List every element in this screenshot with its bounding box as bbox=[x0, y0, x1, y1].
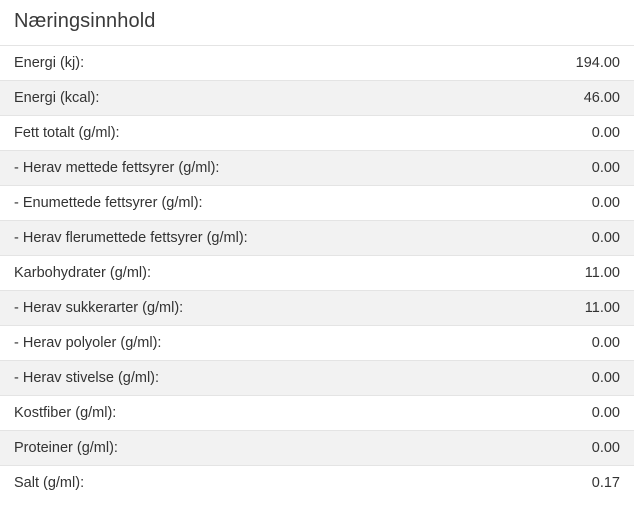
nutrient-value: 0.00 bbox=[497, 431, 634, 466]
table-row bbox=[0, 431, 634, 466]
nutrient-label: Energi (kj): bbox=[0, 46, 497, 81]
table-row bbox=[0, 291, 634, 326]
nutrient-label: Proteiner (g/ml): bbox=[0, 431, 497, 466]
nutrient-label: Salt (g/ml): bbox=[0, 466, 497, 501]
table-row bbox=[0, 221, 634, 256]
nutrient-label: - Herav polyoler (g/ml): bbox=[0, 326, 497, 361]
table-row bbox=[0, 81, 634, 116]
nutrient-label: Fett totalt (g/ml): bbox=[0, 116, 497, 151]
table-row bbox=[0, 151, 634, 186]
nutrient-value: 0.00 bbox=[497, 221, 634, 256]
table-row bbox=[0, 256, 634, 291]
nutrient-value: 0.00 bbox=[497, 361, 634, 396]
nutrient-value: 194.00 bbox=[497, 46, 634, 81]
nutrient-label: Karbohydrater (g/ml): bbox=[0, 256, 497, 291]
table-row bbox=[0, 326, 634, 361]
nutrient-value: 0.00 bbox=[497, 326, 634, 361]
nutrient-value: 46.00 bbox=[497, 81, 634, 116]
nutrient-value: 11.00 bbox=[497, 256, 634, 291]
nutrient-value: 0.00 bbox=[497, 116, 634, 151]
table-row bbox=[0, 186, 634, 221]
nutrient-label: - Herav flerumettede fettsyrer (g/ml): bbox=[0, 221, 497, 256]
nutrient-label: Energi (kcal): bbox=[0, 81, 497, 116]
nutrient-value: 0.17 bbox=[497, 466, 634, 501]
table-row bbox=[0, 466, 634, 501]
page-title: Næringsinnhold bbox=[14, 10, 156, 32]
nutrient-value: 0.00 bbox=[497, 186, 634, 221]
nutrient-label: - Enumettede fettsyrer (g/ml): bbox=[0, 186, 497, 221]
nutrition-table-body bbox=[0, 46, 634, 501]
table-row bbox=[0, 396, 634, 431]
nutrient-label: Kostfiber (g/ml): bbox=[0, 396, 497, 431]
table-row bbox=[0, 361, 634, 396]
nutrient-value: 0.00 bbox=[497, 151, 634, 186]
nutrient-label: - Herav sukkerarter (g/ml): bbox=[0, 291, 497, 326]
nutrition-table bbox=[0, 45, 634, 501]
nutrient-label: - Herav stivelse (g/ml): bbox=[0, 361, 497, 396]
table-row bbox=[0, 46, 634, 81]
table-row bbox=[0, 116, 634, 151]
nutrient-value: 0.00 bbox=[497, 396, 634, 431]
nutrient-value: 11.00 bbox=[497, 291, 634, 326]
nutrient-label: - Herav mettede fettsyrer (g/ml): bbox=[0, 151, 497, 186]
